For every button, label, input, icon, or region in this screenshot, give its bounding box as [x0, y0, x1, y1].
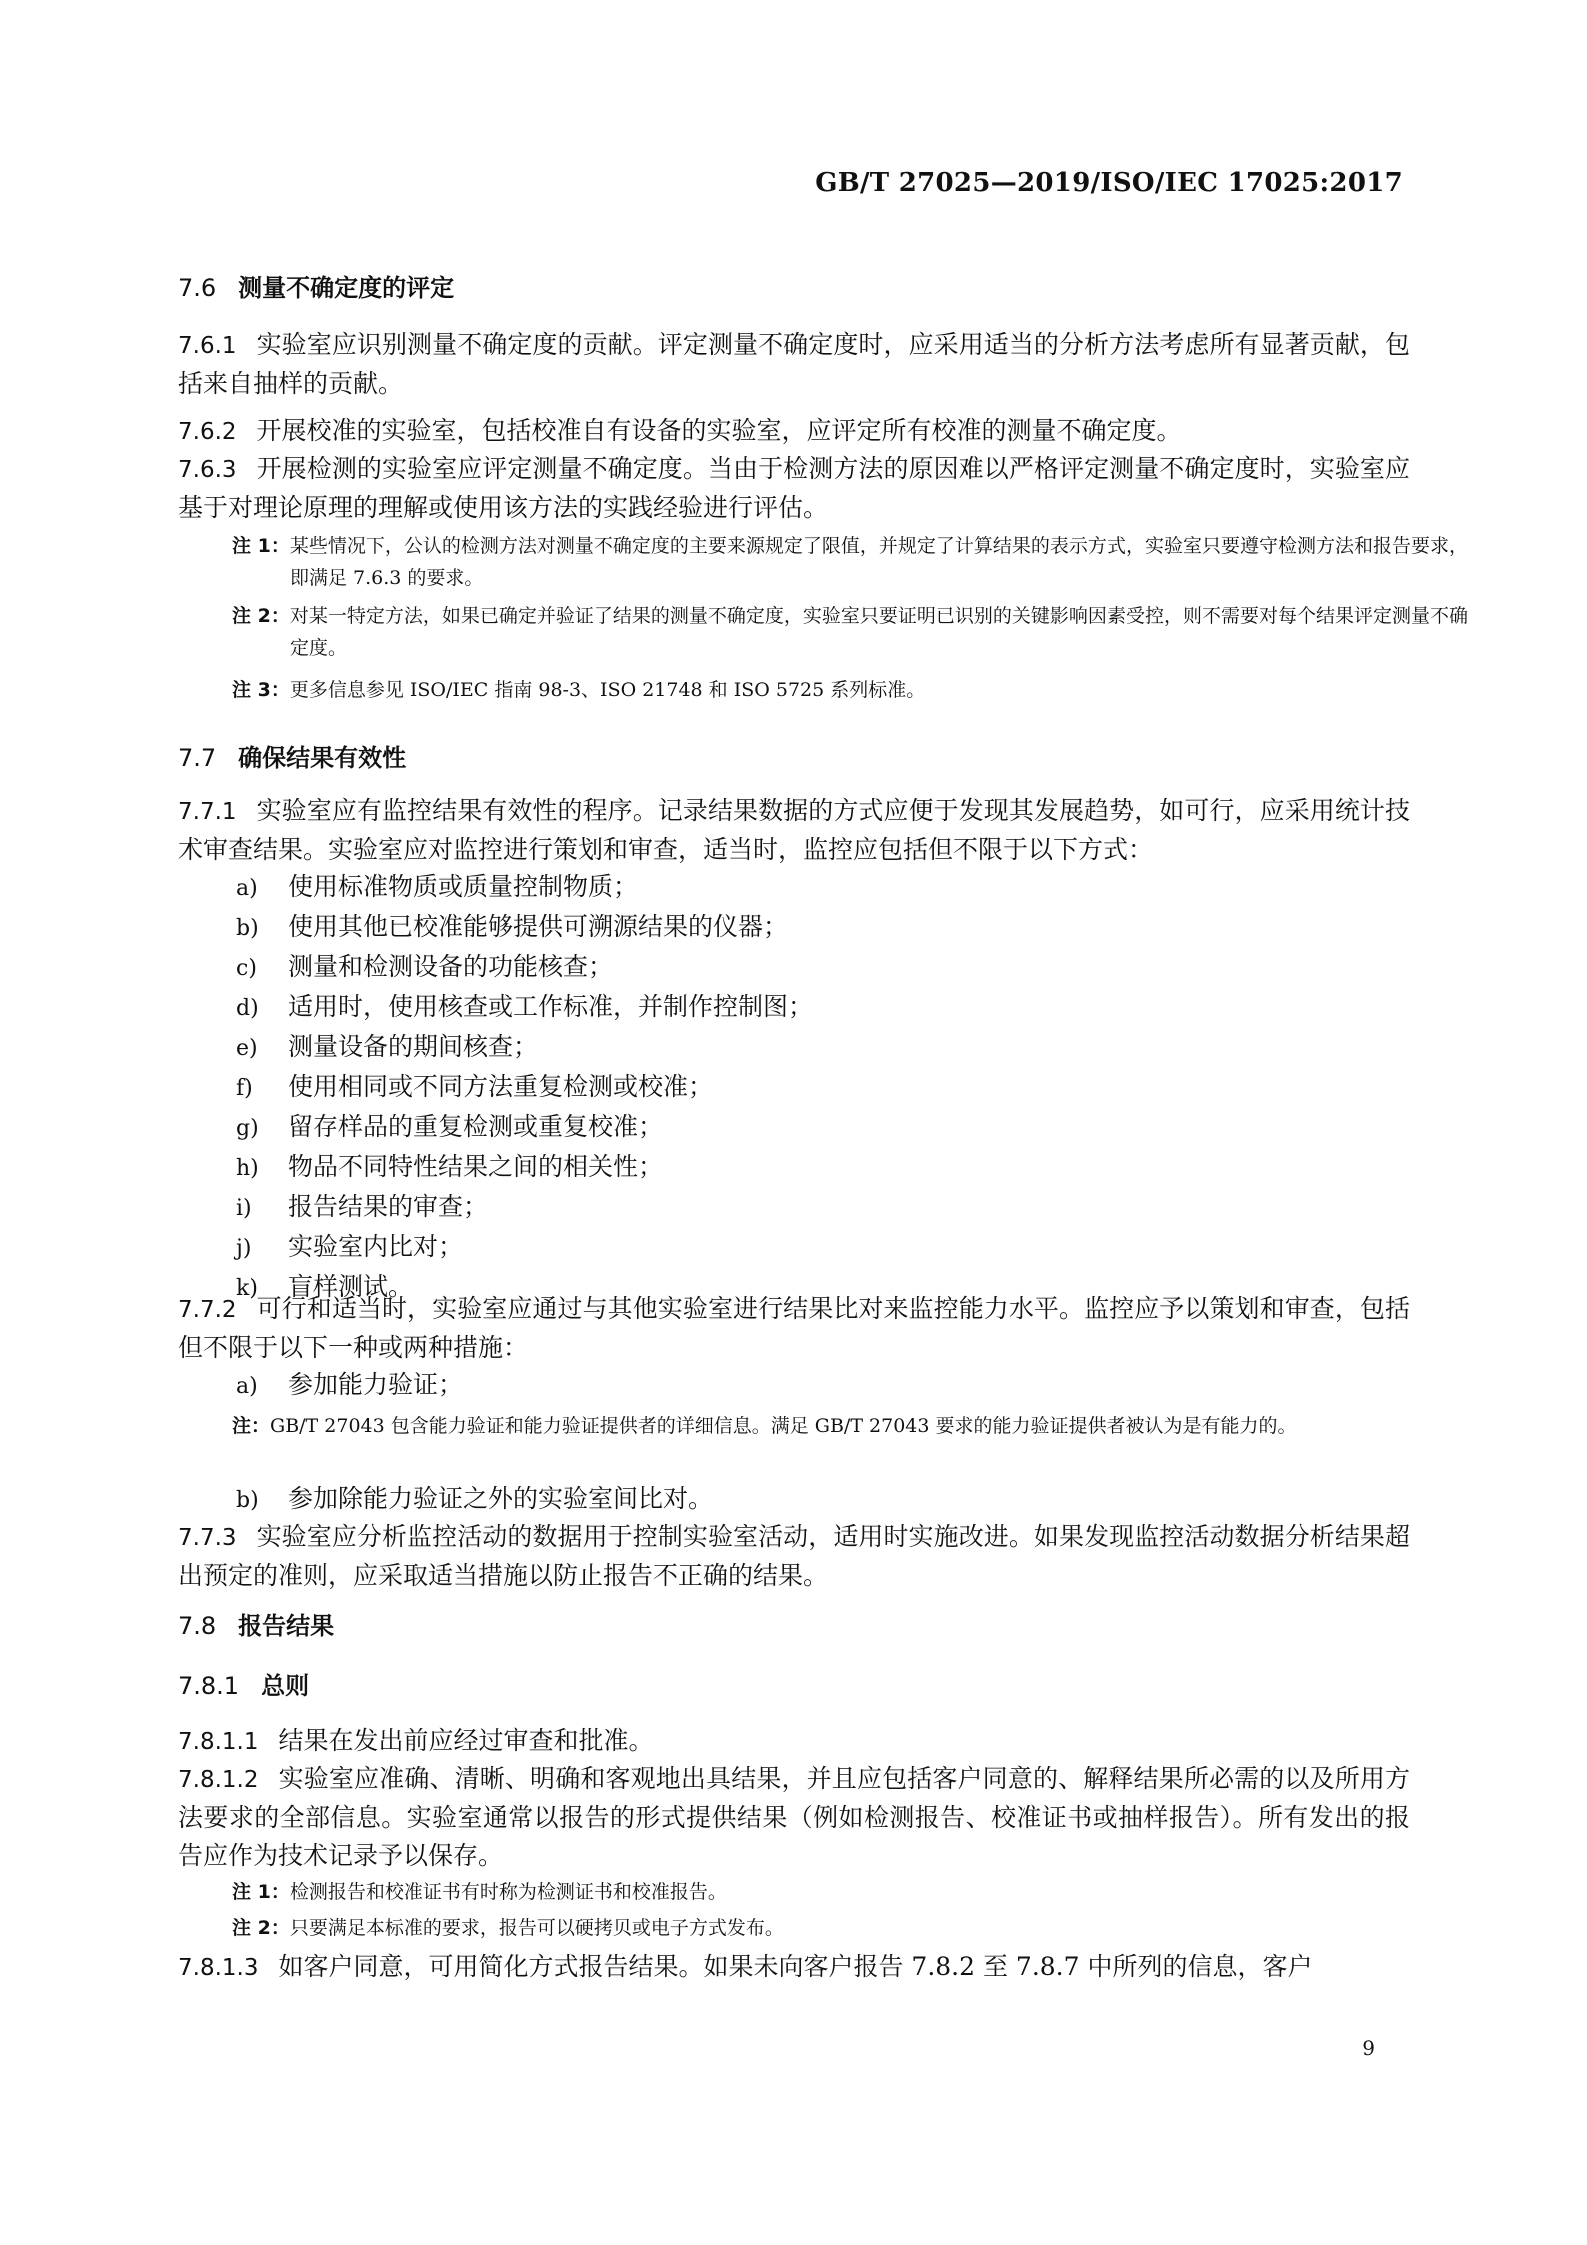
clause-number: 7.7.3 — [178, 1525, 237, 1551]
note-text: 只要满足本标准的要求，报告可以硬拷贝或电子方式发布。 — [289, 1917, 784, 1939]
list-item: a) 使用标准物质或质量控制物质； — [236, 872, 639, 901]
note-label: 注： — [232, 1415, 271, 1437]
note-label: 注 2： — [232, 1917, 290, 1939]
heading-text: 测量不确定度的评定 — [238, 274, 455, 302]
monitoring-list — [236, 868, 1406, 1308]
note-label: 注 2： — [232, 605, 290, 627]
clause-7-6-3 — [178, 450, 1410, 527]
list-item: b) 使用其他已校准能够提供可溯源结果的仪器； — [236, 912, 789, 941]
clause-number: 7.7.1 — [178, 799, 237, 825]
note-label: 注 1： — [232, 535, 290, 557]
clause-number: 7.6.2 — [178, 419, 237, 445]
clause-7-8-1-1 — [178, 1722, 1410, 1761]
page-number: 9 — [1362, 2036, 1375, 2060]
clause-number: 7.6.3 — [178, 457, 237, 483]
clause-7-8-1-3 — [178, 1948, 1410, 1987]
note-3 — [232, 674, 1468, 706]
clause-number: 7.6.1 — [178, 333, 237, 359]
note-label: 注 3： — [232, 679, 290, 701]
heading-text: 报告结果 — [238, 1612, 335, 1640]
clause-text: 如客户同意，可用简化方式报告结果。如果未向客户报告 7.8.2 至 7.8.7 中所列的信息，客户 — [278, 1952, 1313, 1981]
heading-number: 7.7 — [178, 744, 217, 772]
clause-number: 7.8.1.1 — [178, 1729, 259, 1755]
note-proficiency-testing — [232, 1410, 1444, 1442]
clause-number: 7.8.1.3 — [178, 1955, 259, 1981]
heading-number: 7.8 — [178, 1612, 217, 1640]
list-item: d) 适用时，使用核查或工作标准，并制作控制图； — [236, 992, 814, 1021]
note-text: GB/T 27043 包含能力验证和能力验证提供者的详细信息。满足 GB/T 27043 要求的能力验证提供者被认为是有能力的。 — [270, 1415, 1297, 1437]
clause-7-7-2 — [178, 1290, 1410, 1367]
list-item: f) 使用相同或不同方法重复检测或校准； — [236, 1072, 714, 1101]
section-heading-7-8 — [178, 1606, 1410, 1641]
clause-text: 实验室应识别测量不确定度的贡献。评定测量不确定度时，应采用适当的分析方法考虑所有显著贡献，包括来自抽样的贡献。 — [178, 330, 1410, 398]
clause-text: 结果在发出前应经过审查和批准。 — [278, 1726, 654, 1755]
clause-7-6-1 — [178, 326, 1410, 403]
heading-number: 7.6 — [178, 274, 217, 302]
list-item: e) 测量设备的期间核查； — [236, 1032, 539, 1061]
note-label: 注 1： — [232, 1881, 290, 1903]
list-item: h) 物品不同特性结果之间的相关性； — [236, 1152, 664, 1181]
heading-text: 总则 — [261, 1672, 310, 1700]
clause-number: 7.8.1.2 — [178, 1767, 259, 1793]
list-item: g) 留存样品的重复检测或重复校准； — [236, 1112, 664, 1141]
note-1 — [232, 1876, 1468, 1908]
note-1 — [232, 530, 1468, 594]
clause-text: 实验室应有监控结果有效性的程序。记录结果数据的方式应便于发现其发展趋势，如可行，应采用统计技术审查结果。实验室应对监控进行策划和审查，适当时，监控应包括但不限于以下方式： — [178, 796, 1410, 864]
clause-text: 开展校准的实验室，包括校准自有设备的实验室，应评定所有校准的测量不确定度。 — [256, 416, 1182, 445]
clause-text: 实验室应分析监控活动的数据用于控制实验室活动，适用时实施改进。如果发现监控活动数据分析结果超出预定的准则，应采取适当措施以防止报告不正确的结果。 — [178, 1522, 1410, 1590]
list-item: j) 实验室内比对； — [236, 1232, 464, 1261]
note-text: 对某一特定方法，如果已确定并验证了结果的测量不确定度，实验室只要证明已识别的关键影响因素受控，则不需要对每个结果评定测量不确定度。 — [289, 605, 1468, 659]
note-text: 更多信息参见 ISO/IEC 指南 98-3、ISO 21748 和 ISO 5725 系列标准。 — [289, 679, 926, 701]
section-heading-7-6 — [178, 268, 1410, 303]
note-text: 某些情况下，公认的检测方法对测量不确定度的主要来源规定了限值，并规定了计算结果的表示方式，实验室只要遵守检测方法和报告要求，即满足 7.6.3 的要求。 — [289, 535, 1468, 589]
note-2 — [232, 1912, 1468, 1944]
heading-text: 确保结果有效性 — [238, 744, 407, 772]
heading-number: 7.8.1 — [178, 1672, 240, 1700]
clause-text: 开展检测的实验室应评定测量不确定度。当由于检测方法的原因难以严格评定测量不确定度时，实验室应基于对理论原理的理解或使用该方法的实践经验进行评估。 — [178, 454, 1410, 522]
list-item: i) 报告结果的审查； — [236, 1192, 489, 1221]
note-text: 检测报告和校准证书有时称为检测证书和校准报告。 — [289, 1881, 727, 1903]
standard-number-header: GB/T 27025—2019/ISO/IEC 17025:2017 — [815, 168, 1403, 198]
list-item: a) 参加能力验证； — [236, 1370, 464, 1399]
list-item: k) 盲样测试。 — [236, 1272, 414, 1301]
clause-7-8-1-2 — [178, 1760, 1410, 1875]
clause-text: 实验室应准确、清晰、明确和客观地出具结果，并且应包括客户同意的、解释结果所必需的以及所用方法要求的全部信息。实验室通常以报告的形式提供结果（例如检测报告、校准证书或抽样报告）。所有发出的报告应作为技术记录予以保存。 — [178, 1764, 1410, 1870]
subsection-heading-7-8-1 — [178, 1666, 1410, 1701]
clause-7-7-3 — [178, 1518, 1410, 1595]
clause-number: 7.7.2 — [178, 1297, 237, 1323]
clause-7-6-2 — [178, 412, 1410, 451]
list-item: c) 测量和检测设备的功能核查； — [236, 952, 614, 981]
clause-text: 可行和适当时，实验室应通过与其他实验室进行结果比对来监控能力水平。监控应予以策划和审查，包括但不限于以下一种或两种措施： — [178, 1294, 1410, 1362]
clause-7-7-1 — [178, 792, 1410, 869]
note-2 — [232, 600, 1468, 664]
section-heading-7-7 — [178, 738, 1410, 773]
list-item: b) 参加除能力验证之外的实验室间比对。 — [236, 1484, 714, 1513]
